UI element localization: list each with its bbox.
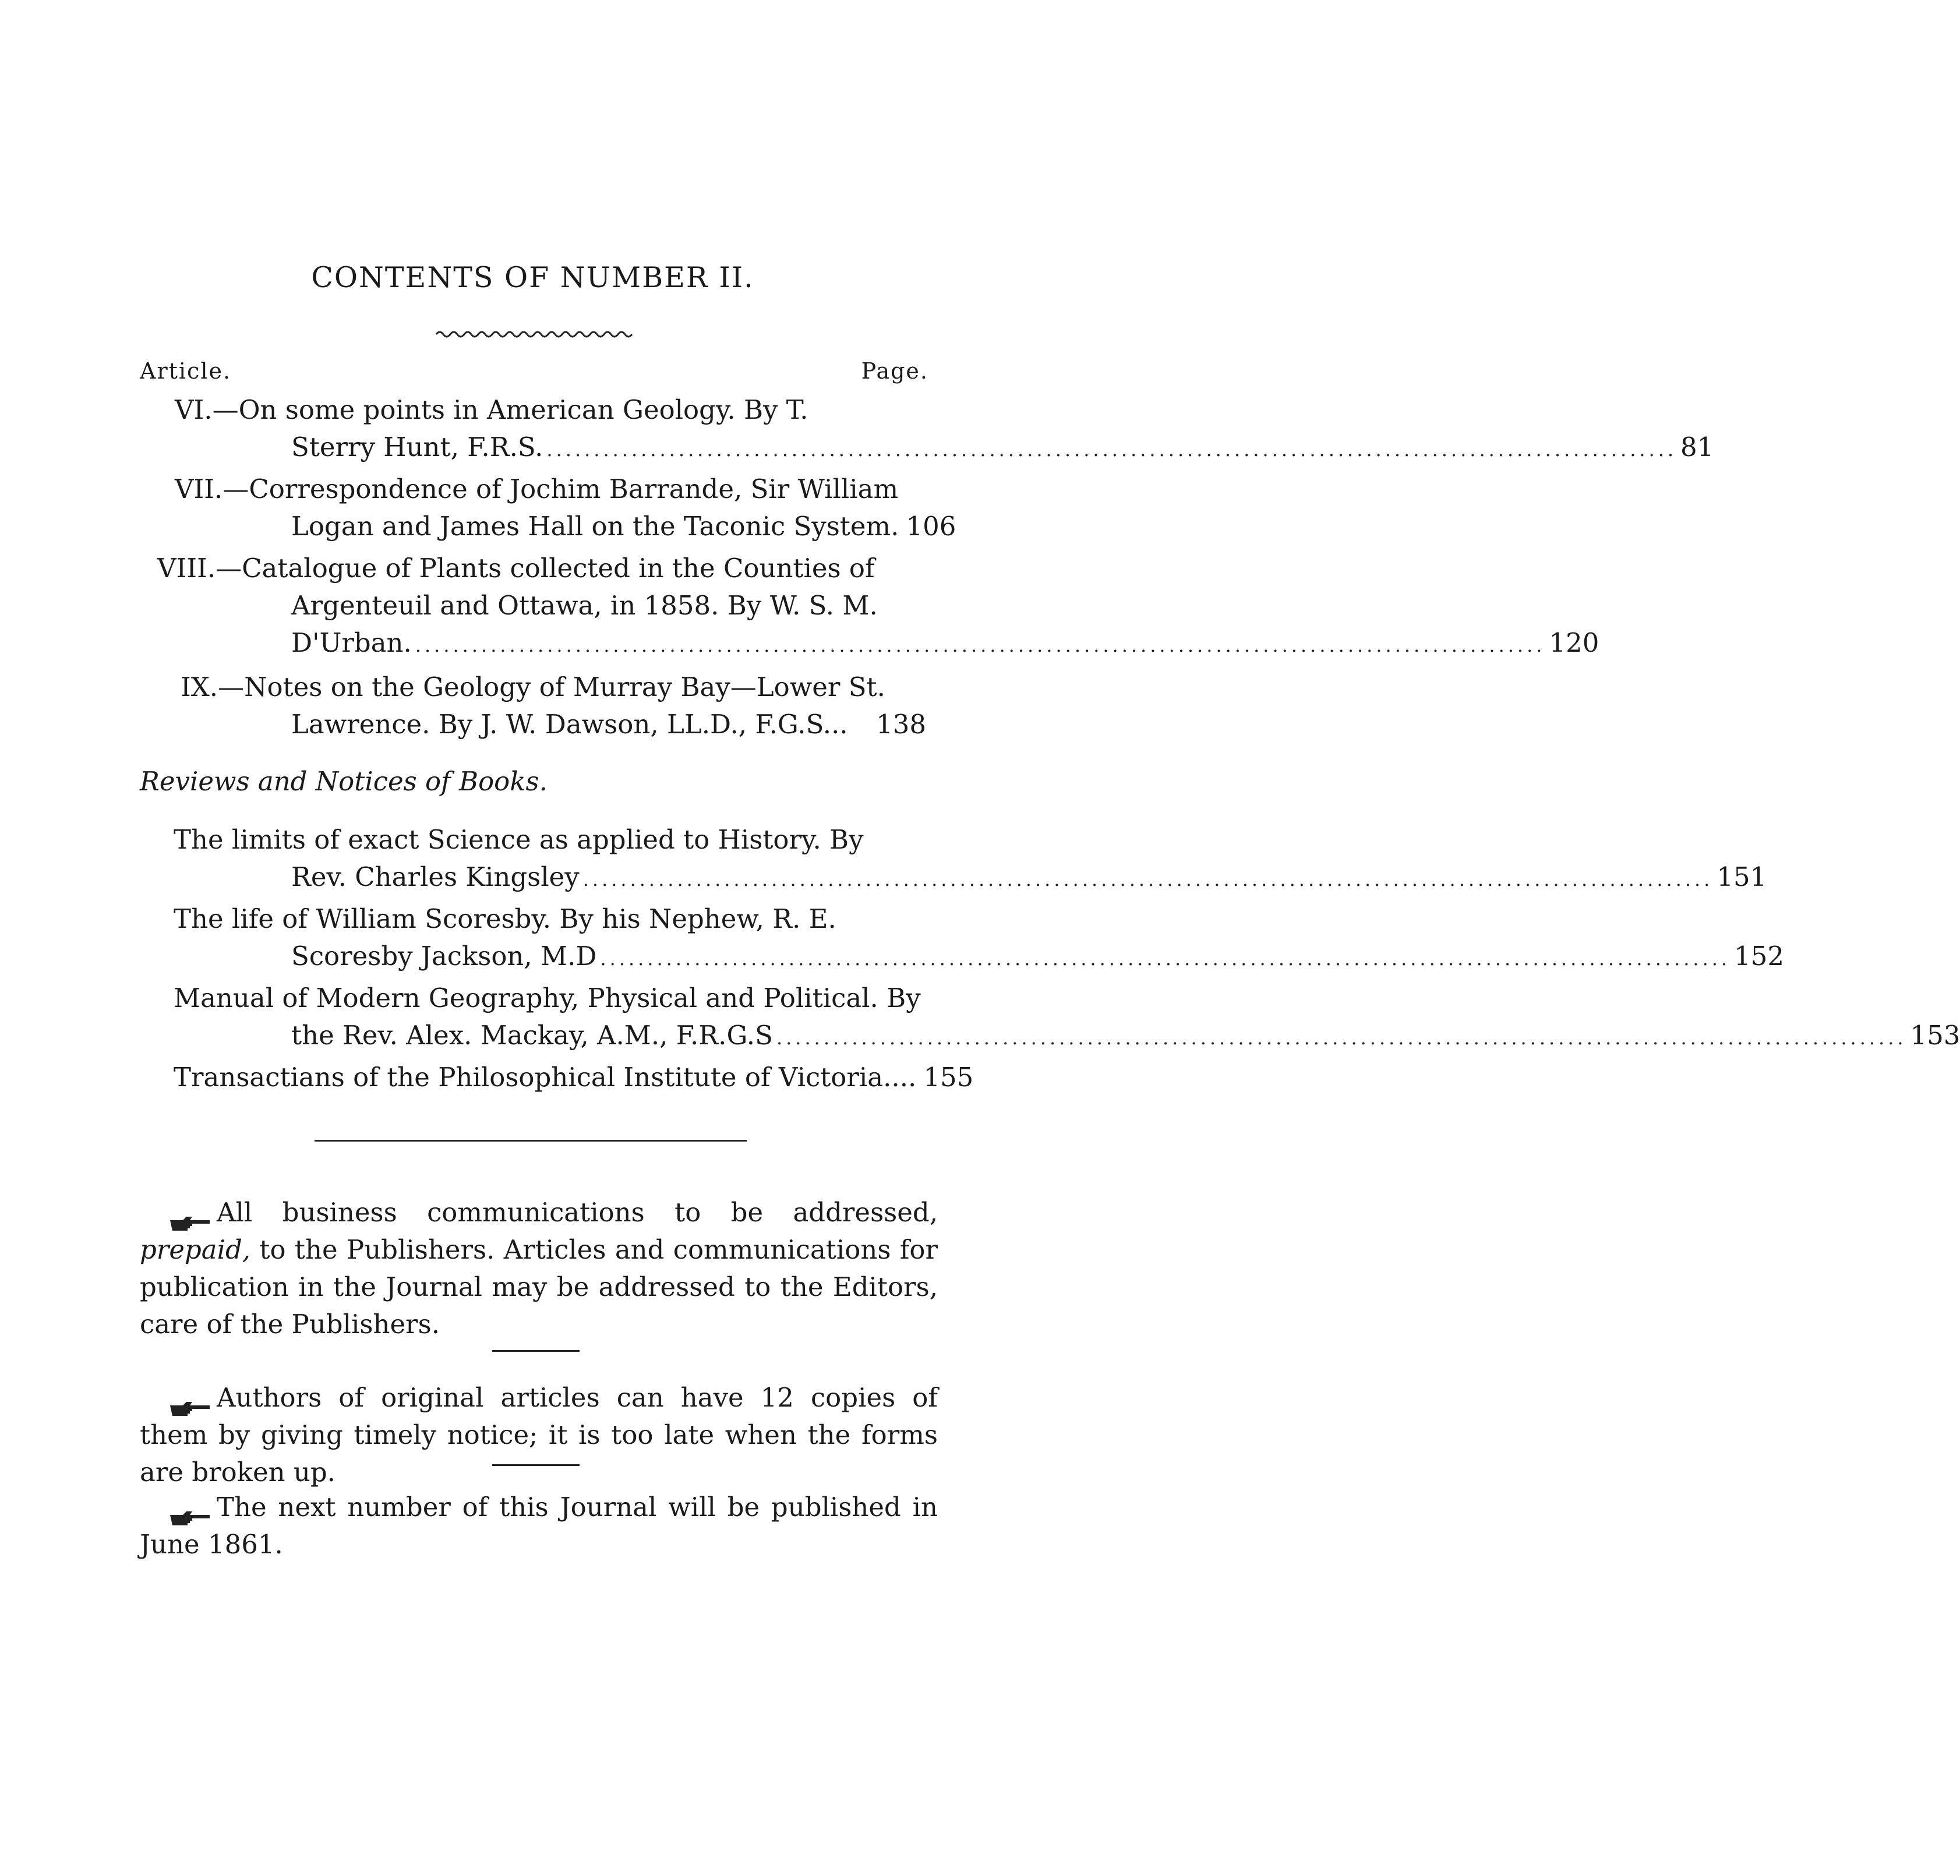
entry-title-line: VII.—Correspondence of Jochim Barrande, Sir William — [175, 474, 899, 504]
review-title: Transactians of the Philosophical Institute of Victoria.... — [174, 1062, 917, 1093]
page-number: 81 — [1680, 432, 1714, 462]
entry-title-line: VIII.—Catalogue of Plants collected in the Counties of — [157, 553, 875, 584]
entry-title-line: VI.—On some points in American Geology. By T. — [175, 394, 808, 425]
review-author: the Rev. Alex. Mackay, A.M., F.R.G.S — [291, 1020, 773, 1051]
page-number: 106 — [906, 511, 956, 542]
reviews-heading: Reviews and Notices of Books. — [140, 766, 548, 797]
entry-author: D'Urban. — [291, 627, 412, 658]
review-author: Rev. Charles Kingsley — [291, 861, 580, 892]
entry-title-line-2: Argenteuil and Ottawa, in 1858. By W. S. M. — [291, 590, 878, 621]
review-title-line: The life of William Scoresby. By his Nephew, R. E. — [174, 903, 836, 934]
dot-leader: ........................................................................................................................ — [415, 634, 1546, 656]
page-number: 155 — [923, 1062, 974, 1093]
authors-notice: Authors of original articles can have 12 copies of them by giving timely notice; it is too late when the forms are broken up. — [140, 1382, 938, 1488]
entry-author-line — [291, 429, 1714, 468]
article-column-label: Article. — [140, 358, 232, 384]
page-number: 120 — [1549, 627, 1599, 658]
short-divider — [492, 1350, 580, 1352]
entry-title-line: IX.—Notes on the Geology of Murray Bay—Lower St. — [181, 672, 885, 702]
section-divider — [315, 1140, 747, 1142]
pointing-hand-icon — [169, 1206, 212, 1224]
review-author: Scoresby Jackson, M.D — [291, 941, 597, 971]
dot-leader: ........................................................................................................................ — [546, 439, 1678, 461]
page-title: CONTENTS OF NUMBER II. — [311, 261, 754, 294]
dot-leader: ........................................................................................................................ — [600, 948, 1731, 970]
page-number: 153 — [1910, 1020, 1960, 1051]
entry-author-line — [291, 624, 1599, 664]
review-title-line: Manual of Modern Geography, Physical and Political. By — [174, 983, 921, 1013]
pointing-hand-icon — [169, 1391, 212, 1409]
page-column-label: Page. — [861, 358, 928, 384]
review-author-line — [291, 858, 1767, 898]
business-notice: All business communications to be addressed, prepaid, to the Publishers. Articles and communications for publication in the Journal may be addressed to the Editors, care of the Publishers. — [140, 1197, 938, 1340]
dot-leader: ........................................................................................................................ — [776, 1027, 1907, 1049]
page-number: 151 — [1717, 861, 1767, 892]
entry-author: Sterry Hunt, F.R.S. — [291, 432, 543, 462]
entry-author: Logan and James Hall on the Taconic System. — [291, 511, 899, 542]
short-divider — [492, 1464, 580, 1466]
wavy-ornament — [435, 326, 636, 340]
pointing-hand-icon — [169, 1500, 212, 1519]
review-title-line — [174, 1059, 974, 1096]
page-number: 138 — [876, 709, 926, 740]
review-author-line — [291, 938, 1784, 977]
review-title-line: The limits of exact Science as applied to History. By — [174, 824, 864, 855]
entry-author-line — [291, 706, 926, 743]
dot-leader: ........................................................................................................................ — [582, 868, 1714, 891]
column-header — [140, 358, 928, 384]
next-number-notice: The next number of this Journal will be published in June 1861. — [140, 1492, 938, 1560]
entry-author: Lawrence. By J. W. Dawson, LL.D., F.G.S... — [291, 709, 848, 740]
review-author-line — [291, 1017, 1960, 1057]
page-number: 152 — [1734, 941, 1784, 971]
entry-author-line — [291, 508, 956, 545]
